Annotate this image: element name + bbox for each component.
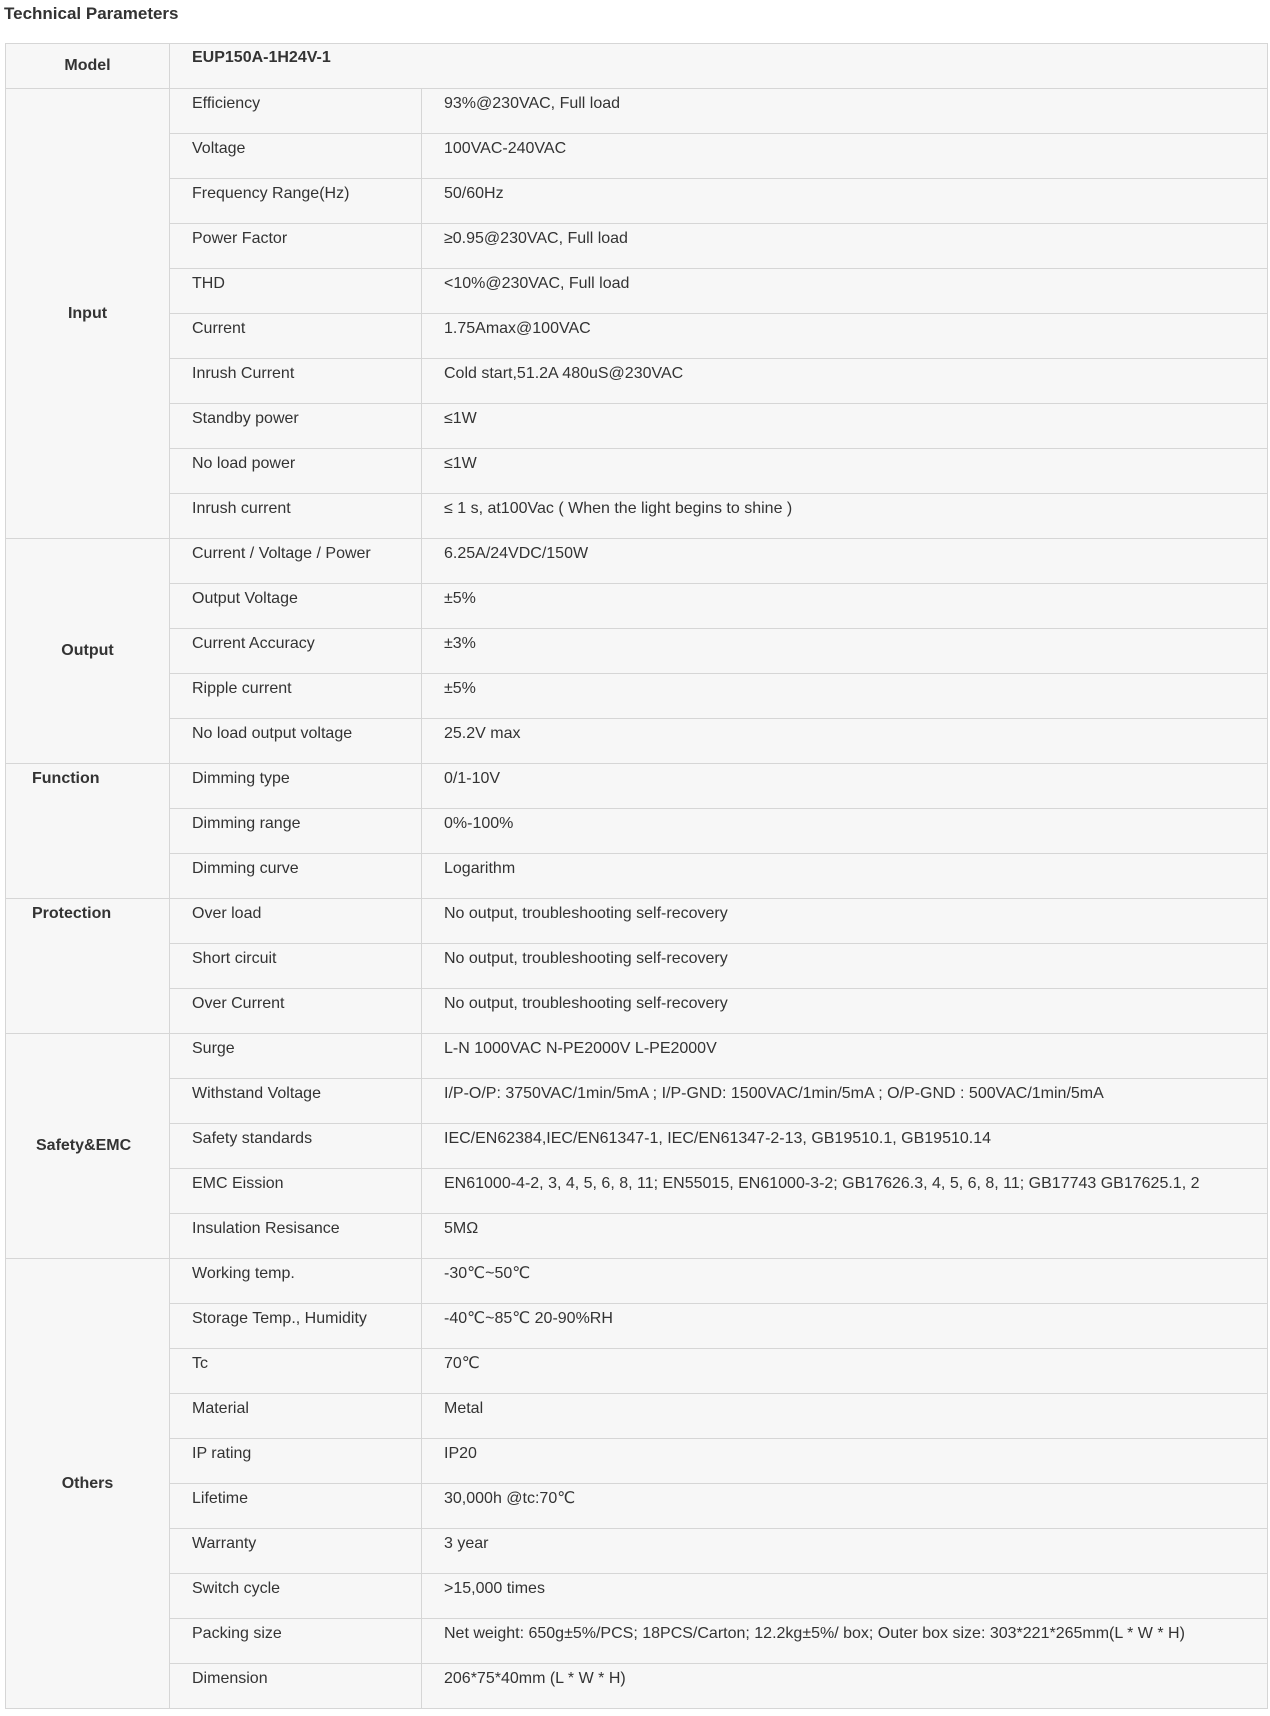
parameter-value: No output, troubleshooting self-recovery [422,944,1268,989]
table-row [6,359,1268,404]
table-row [6,449,1268,494]
parameter-label: Tc [170,1349,422,1394]
parameter-value: ≤1W [422,404,1268,449]
parameter-value: 93%@230VAC, Full load [422,89,1268,134]
table-row [6,584,1268,629]
parameter-value: -40℃~85℃ 20-90%RH [422,1304,1268,1349]
table-row [6,674,1268,719]
table-row [6,854,1268,899]
parameter-label: Inrush current [170,494,422,539]
table-row [6,1124,1268,1169]
parameter-value: IEC/EN62384,IEC/EN61347-1, IEC/EN61347-2-13, GB19510.1, GB19510.14 [422,1124,1268,1169]
parameter-label: No load power [170,449,422,494]
table-row [6,1529,1268,1574]
parameter-label: No load output voltage [170,719,422,764]
parameter-value: 3 year [422,1529,1268,1574]
parameter-value: I/P-O/P: 3750VAC/1min/5mA ; I/P-GND: 1500VAC/1min/5mA ; O/P-GND : 500VAC/1min/5mA [422,1079,1268,1124]
table-row [6,1214,1268,1259]
parameter-value: >15,000 times [422,1574,1268,1619]
parameter-value: 50/60Hz [422,179,1268,224]
parameter-label: Working temp. [170,1259,422,1304]
table-row [6,1079,1268,1124]
parameter-label: Over load [170,899,422,944]
spec-table-body [6,44,1268,1709]
table-row [6,224,1268,269]
page-title: Technical Parameters [4,4,179,23]
table-row [6,1439,1268,1484]
table-row [6,404,1268,449]
parameter-label: Lifetime [170,1484,422,1529]
model-label: Model [6,44,170,89]
parameter-value: ≥0.95@230VAC, Full load [422,224,1268,269]
group-label: Safety&EMC [6,1034,170,1259]
parameter-label: Withstand Voltage [170,1079,422,1124]
parameter-value: Net weight: 650g±5%/PCS; 18PCS/Carton; 12.2kg±5%/ box; Outer box size: 303*221*265mm(L * W * H) [422,1619,1268,1664]
parameter-label: EMC Eission [170,1169,422,1214]
parameter-label: Current Accuracy [170,629,422,674]
parameter-label: Short circuit [170,944,422,989]
parameter-value: EN61000-4-2, 3, 4, 5, 6, 8, 11; EN55015, EN61000-3-2; GB17626.3, 4, 5, 6, 8, 11; GB17743 GB17625.1, 2 [422,1169,1268,1214]
parameter-label: Surge [170,1034,422,1079]
parameter-value: 30,000h @tc:70℃ [422,1484,1268,1529]
parameter-value: 5MΩ [422,1214,1268,1259]
table-row [6,1619,1268,1664]
group-label: Function [6,764,170,899]
parameter-value: 1.75Amax@100VAC [422,314,1268,359]
parameter-value: IP20 [422,1439,1268,1484]
table-row [6,899,1268,944]
parameter-label: Dimming curve [170,854,422,899]
table-row [6,134,1268,179]
parameter-value: -30℃~50℃ [422,1259,1268,1304]
parameter-label: Dimming range [170,809,422,854]
parameter-value: No output, troubleshooting self-recovery [422,989,1268,1034]
table-row [6,809,1268,854]
group-label: Others [6,1259,170,1709]
table-row [6,89,1268,134]
parameter-label: Inrush Current [170,359,422,404]
table-row [6,989,1268,1034]
table-row [6,269,1268,314]
parameter-label: Ripple current [170,674,422,719]
parameter-value: No output, troubleshooting self-recovery [422,899,1268,944]
parameter-label: THD [170,269,422,314]
parameter-label: Over Current [170,989,422,1034]
parameter-label: Output Voltage [170,584,422,629]
group-label: Protection [6,899,170,1034]
table-row [6,1664,1268,1709]
parameter-label: Current / Voltage / Power [170,539,422,584]
table-row [6,1574,1268,1619]
table-row [6,179,1268,224]
parameter-value: 70℃ [422,1349,1268,1394]
table-row [6,629,1268,674]
parameter-value: L-N 1000VAC N-PE2000V L-PE2000V [422,1034,1268,1079]
parameter-label: Dimension [170,1664,422,1709]
parameter-label: Warranty [170,1529,422,1574]
table-row [6,539,1268,584]
table-row [6,1259,1268,1304]
parameter-value: ≤ 1 s, at100Vac ( When the light begins to shine ) [422,494,1268,539]
parameter-value: Metal [422,1394,1268,1439]
parameter-value: 6.25A/24VDC/150W [422,539,1268,584]
model-row [6,44,1268,89]
parameter-value: ±3% [422,629,1268,674]
parameter-value: 206*75*40mm (L * W * H) [422,1664,1268,1709]
table-row [6,1349,1268,1394]
table-row [6,1484,1268,1529]
parameter-label: Standby power [170,404,422,449]
table-row [6,314,1268,359]
technical-parameters-table [5,43,1268,1709]
model-value: EUP150A-1H24V-1 [170,44,1268,89]
table-row [6,944,1268,989]
parameter-value: 0%-100% [422,809,1268,854]
parameter-label: Storage Temp., Humidity [170,1304,422,1349]
group-label: Input [6,89,170,539]
parameter-value: Cold start,51.2A 480uS@230VAC [422,359,1268,404]
parameter-label: Voltage [170,134,422,179]
parameter-label: Safety standards [170,1124,422,1169]
table-row [6,1394,1268,1439]
parameter-value: ±5% [422,584,1268,629]
table-row [6,494,1268,539]
parameter-label: Efficiency [170,89,422,134]
parameter-label: Power Factor [170,224,422,269]
parameter-label: Dimming type [170,764,422,809]
parameter-label: IP rating [170,1439,422,1484]
parameter-value: ≤1W [422,449,1268,494]
parameter-label: Frequency Range(Hz) [170,179,422,224]
group-label: Output [6,539,170,764]
table-row [6,719,1268,764]
parameter-label: Material [170,1394,422,1439]
parameter-label: Packing size [170,1619,422,1664]
parameter-value: 100VAC-240VAC [422,134,1268,179]
table-row [6,1169,1268,1214]
parameter-label: Insulation Resisance [170,1214,422,1259]
table-row [6,764,1268,809]
parameter-value: Logarithm [422,854,1268,899]
parameter-label: Switch cycle [170,1574,422,1619]
table-row [6,1304,1268,1349]
parameter-label: Current [170,314,422,359]
table-row [6,1034,1268,1079]
parameter-value: <10%@230VAC, Full load [422,269,1268,314]
parameter-value: 0/1-10V [422,764,1268,809]
parameter-value: 25.2V max [422,719,1268,764]
parameter-value: ±5% [422,674,1268,719]
